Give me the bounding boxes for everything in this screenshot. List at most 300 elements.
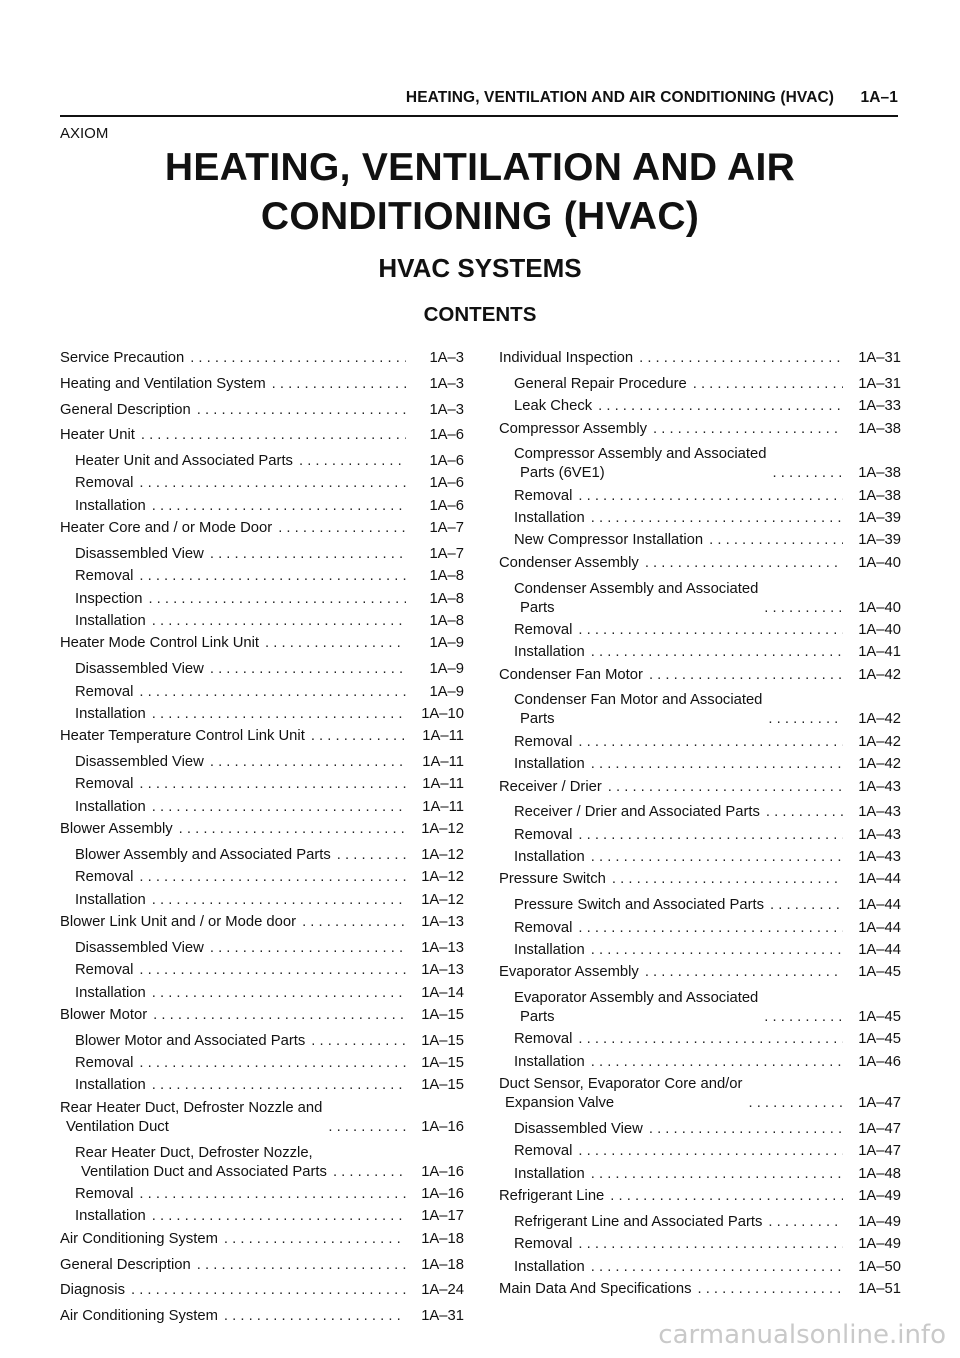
- toc-entry-page: 1A–38: [858, 420, 901, 437]
- toc-entry-page: 1A–3: [429, 401, 464, 418]
- toc-entry-page: 1A–9: [429, 661, 464, 678]
- toc-entry-label-text: Installation: [514, 644, 585, 661]
- toc-entry[interactable]: [75, 798, 464, 817]
- toc-entry-label-text: Removal: [514, 826, 573, 843]
- toc-entry-label-text: Installation: [514, 941, 585, 958]
- toc-entry-page: 1A–17: [421, 1208, 464, 1225]
- toc-entry-label: [514, 896, 764, 915]
- toc-entry-page: 1A–11: [422, 728, 464, 745]
- toc-entry[interactable]: [514, 1053, 901, 1072]
- toc-entry-label: [75, 775, 133, 794]
- toc-dot-leader: [152, 984, 406, 1003]
- toc-entry[interactable]: [514, 1235, 901, 1254]
- toc-entry-label-text: Heating and Ventilation System: [60, 375, 266, 392]
- toc-entry-page: 1A–3: [429, 375, 464, 392]
- toc-entry-label-text: Removal: [514, 1236, 573, 1253]
- toc-dot-leader: [278, 519, 406, 538]
- toc-dot-leader: [591, 643, 843, 662]
- toc-entry[interactable]: [60, 349, 464, 368]
- toc-dot-leader: [139, 474, 406, 493]
- toc-dot-leader: [591, 509, 843, 528]
- toc-dot-leader: [139, 961, 406, 980]
- toc-entry-label-text: Installation: [514, 848, 585, 865]
- toc-entry-label-text: Installation: [514, 509, 585, 526]
- toc-entry-label-text: Inspection: [75, 590, 143, 607]
- toc-dot-leader: [148, 590, 406, 609]
- toc-entry[interactable]: [499, 870, 901, 889]
- toc-entry-label-continuation: Expansion Valve: [505, 1095, 615, 1112]
- toc-dot-leader: [311, 1032, 406, 1051]
- toc-entry-page: 1A–6: [429, 427, 464, 444]
- toc-entry-page: 1A–47: [858, 1121, 901, 1138]
- toc-entry-label-text: Removal: [75, 962, 134, 979]
- toc-entry[interactable]: [60, 913, 464, 932]
- toc-dot-leader: [224, 1307, 406, 1326]
- toc-entry-page: 1A–31: [858, 375, 901, 392]
- toc-entry[interactable]: [514, 580, 901, 618]
- toc-entry-label-text: Individual Inspection: [499, 350, 634, 366]
- toc-entry[interactable]: [60, 426, 464, 445]
- toc-entry[interactable]: [75, 612, 464, 631]
- toc-dot-leader: [152, 798, 406, 817]
- toc-dot-leader: [302, 913, 406, 932]
- toc-dot-leader: [578, 733, 843, 752]
- toc-dot-leader: [578, 487, 843, 506]
- toc-dot-leader: [578, 1142, 843, 1161]
- toc-entry-page: 1A–47: [858, 1143, 901, 1160]
- toc-entry-page: 1A–48: [858, 1165, 901, 1182]
- toc-entry-page: 1A–7: [429, 546, 464, 563]
- toc-entry-label-text: Installation: [514, 1165, 585, 1182]
- toc-dot-leader: [337, 846, 406, 865]
- toc-entry-label: [514, 1053, 585, 1072]
- toc-entry-label-text: Blower Motor and Associated Parts: [75, 1032, 306, 1049]
- toc-dot-leader: [768, 710, 843, 729]
- toc-entry-page: 1A–43: [858, 778, 901, 795]
- toc-entry-label-text: Condenser Fan Motor: [499, 666, 643, 683]
- toc-entry[interactable]: [60, 727, 464, 746]
- toc-entry-page: 1A–38: [858, 487, 901, 504]
- toc-entry-label-text: Disassembled View: [75, 661, 204, 678]
- toc-dot-leader: [591, 848, 843, 867]
- toc-entry-label: [514, 487, 572, 506]
- toc-entry-page: 1A–9: [429, 683, 464, 700]
- toc-dot-leader: [141, 426, 406, 445]
- toc-entry-page: 1A–12: [421, 891, 464, 908]
- toc-entry[interactable]: [514, 375, 901, 394]
- toc-dot-leader: [179, 820, 406, 839]
- toc-entry-label: [499, 666, 643, 685]
- running-title: HEATING, VENTILATION AND AIR CONDITIONING (HVAC): [405, 89, 835, 106]
- main-title: [0, 143, 960, 241]
- toc-entry-page: 1A–44: [858, 919, 901, 936]
- toc-entry[interactable]: [499, 420, 901, 439]
- toc-entry-label-text: Air Conditioning System: [60, 1308, 218, 1325]
- toc-entry[interactable]: [75, 705, 464, 724]
- toc-entry-label: [514, 989, 758, 1027]
- toc-dot-leader: [139, 683, 406, 702]
- toc-entry[interactable]: [75, 961, 464, 980]
- toc-entry-page: 1A–14: [421, 984, 464, 1001]
- toc-entry-label: [75, 567, 133, 586]
- toc-entry-label: [514, 941, 585, 960]
- toc-entry[interactable]: [75, 1054, 464, 1073]
- toc-entry[interactable]: [75, 1207, 464, 1226]
- toc-entry-label: [499, 420, 647, 439]
- toc-entry-page: 1A–12: [421, 821, 464, 838]
- toc-entry[interactable]: [75, 1185, 464, 1204]
- toc-entry[interactable]: [514, 531, 901, 550]
- toc-entry-label-text: Removal: [75, 475, 134, 492]
- toc-entry[interactable]: [499, 1075, 901, 1113]
- toc-entry-page: 1A–11: [422, 754, 464, 771]
- toc-entry[interactable]: [75, 1032, 464, 1051]
- toc-entry-page: 1A–16: [421, 1163, 464, 1180]
- toc-entry-label: [75, 798, 146, 817]
- toc-entry[interactable]: [60, 634, 464, 653]
- toc-dot-leader: [591, 1053, 843, 1072]
- toc-entry[interactable]: [514, 487, 901, 506]
- toc-dot-leader: [190, 349, 406, 368]
- toc-entry-label: [75, 545, 204, 564]
- toc-entry-label-text: Blower Motor: [60, 1007, 148, 1024]
- toc-left-column: [60, 349, 464, 1333]
- toc-entry[interactable]: [75, 753, 464, 772]
- toc-dot-leader: [639, 349, 843, 368]
- toc-entry[interactable]: [75, 660, 464, 679]
- toc-entry-label-text: Disassembled View: [514, 1121, 643, 1138]
- toc-entry-label: [499, 870, 606, 889]
- toc-entry-label-text: Removal: [75, 776, 134, 793]
- toc-entry[interactable]: [60, 375, 464, 394]
- toc-entry-label: [514, 1165, 585, 1184]
- toc-entry-label: [514, 1142, 572, 1161]
- toc-entry-label: [75, 891, 146, 910]
- toc-entry[interactable]: [514, 1030, 901, 1049]
- toc-dot-leader: [578, 919, 843, 938]
- toc-entry-label: [75, 1207, 146, 1226]
- toc-entry[interactable]: [75, 474, 464, 493]
- toc-entry[interactable]: [514, 755, 901, 774]
- toc-dot-leader: [773, 464, 844, 483]
- toc-entry-label-text: Installation: [75, 798, 146, 815]
- toc-dot-leader: [152, 612, 406, 631]
- toc-entry-label: [75, 868, 133, 887]
- toc-entry-page: 1A–51: [858, 1281, 901, 1298]
- toc-entry-label-text: Installation: [75, 497, 146, 514]
- toc-dot-leader: [210, 545, 406, 564]
- toc-entry-label-text: Removal: [514, 1031, 573, 1048]
- toc-entry[interactable]: [75, 452, 464, 471]
- toc-entry-page: 1A–42: [858, 756, 901, 773]
- toc-entry-page: 1A–18: [421, 1230, 464, 1247]
- toc-entry-page: 1A–16: [421, 1186, 464, 1203]
- toc-dot-leader: [578, 1030, 843, 1049]
- toc-entry-label: [75, 497, 146, 516]
- toc-entry-page: 1A–40: [858, 621, 901, 638]
- toc-entry-label-continuation: Ventilation Duct and Associated Parts: [81, 1163, 327, 1180]
- toc-entry-label: [75, 660, 204, 679]
- toc-entry-label-text: Disassembled View: [75, 546, 204, 563]
- toc-dot-leader: [152, 497, 406, 516]
- toc-entry-page: 1A–12: [421, 847, 464, 864]
- toc-entry-label-text: Condenser Assembly: [499, 554, 639, 571]
- toc-entry[interactable]: [499, 963, 901, 982]
- toc-entry-label-text: Heater Mode Control Link Unit: [60, 635, 260, 652]
- toc-dot-leader: [578, 1235, 843, 1254]
- toc-entry[interactable]: [60, 401, 464, 420]
- toc-entry[interactable]: [75, 545, 464, 564]
- toc-dot-leader: [709, 531, 843, 550]
- toc-entry-label: [514, 531, 703, 550]
- toc-dot-leader: [764, 599, 843, 618]
- toc-entry-label: [514, 1120, 643, 1139]
- toc-entry[interactable]: [514, 1258, 901, 1277]
- toc-entry[interactable]: [60, 1256, 464, 1275]
- toc-entry-label: [60, 1006, 147, 1025]
- toc-dot-leader: [210, 939, 406, 958]
- toc-entry-label: [514, 848, 585, 867]
- toc-entry-label: [75, 1185, 133, 1204]
- toc-entry-page: 1A–49: [858, 1236, 901, 1253]
- toc-dot-leader: [578, 621, 843, 640]
- toc-entry-label: [60, 1307, 218, 1326]
- toc-entry[interactable]: [514, 848, 901, 867]
- toc-entry-label-text: General Description: [60, 401, 191, 418]
- toc-entry[interactable]: [499, 349, 901, 368]
- toc-dot-leader: [608, 778, 843, 797]
- toc-entry-label-text: New Compressor Installation: [514, 532, 704, 549]
- toc-dot-leader: [766, 803, 843, 822]
- toc-entry[interactable]: [514, 397, 901, 416]
- toc-entry-label-text: Pressure Switch and Associated Parts: [514, 897, 765, 914]
- toc-dot-leader: [591, 1258, 843, 1277]
- toc-entry[interactable]: [60, 1230, 464, 1249]
- toc-entry-label-text: Blower Link Unit and / or Mode door: [60, 914, 297, 931]
- toc-entry-page: 1A–13: [421, 914, 464, 931]
- toc-entry[interactable]: [75, 590, 464, 609]
- toc-entry-label: [75, 846, 331, 865]
- toc-entry-label-text: Installation: [75, 1077, 146, 1094]
- toc-entry-page: 1A–49: [858, 1213, 901, 1230]
- toc-entry-label: [514, 826, 572, 845]
- toc-entry-label: [514, 919, 572, 938]
- toc-entry[interactable]: [514, 691, 901, 729]
- toc-entry[interactable]: [60, 1281, 464, 1300]
- toc-entry-label: [514, 755, 585, 774]
- toc-entry-label-text: Evaporator Assembly and Associated: [514, 990, 759, 1007]
- toc-entry[interactable]: [514, 1120, 901, 1139]
- toc-entry[interactable]: [75, 984, 464, 1003]
- toc-dot-leader: [152, 1207, 406, 1226]
- toc-entry-label: [499, 1280, 691, 1299]
- toc-entry-label: [499, 349, 633, 368]
- toc-entry-label-text: Installation: [75, 705, 146, 722]
- toc-entry[interactable]: [75, 846, 464, 865]
- toc-entry-label-text: Heater Unit: [60, 427, 135, 444]
- toc-entry[interactable]: [75, 683, 464, 702]
- toc-dot-leader: [591, 1165, 843, 1184]
- toc-entry[interactable]: [75, 497, 464, 516]
- toc-dot-leader: [197, 401, 406, 420]
- toc-entry[interactable]: [60, 1006, 464, 1025]
- toc-entry-label-text: Removal: [514, 621, 573, 638]
- toc-entry-page: 1A–40: [858, 599, 901, 616]
- toc-entry-label-text: Removal: [75, 1186, 134, 1203]
- toc-right-column: [499, 349, 901, 1306]
- toc-dot-leader: [598, 397, 843, 416]
- toc-entry-label-text: Removal: [514, 919, 573, 936]
- toc-entry-label: [60, 1256, 191, 1275]
- toc-entry-label-text: Evaporator Assembly: [499, 964, 639, 981]
- toc-entry[interactable]: [514, 896, 901, 915]
- toc-entry-label: [60, 727, 305, 746]
- toc-dot-leader: [197, 1256, 406, 1275]
- toc-entry-page: 1A–11: [422, 776, 464, 793]
- toc-entry[interactable]: [60, 1307, 464, 1326]
- toc-entry-page: 1A–38: [858, 465, 901, 482]
- toc-entry-label-text: Blower Assembly: [60, 821, 173, 838]
- toc-entry-page: 1A–3: [429, 350, 464, 366]
- toc-dot-leader: [653, 420, 843, 439]
- toc-entry-page: 1A–6: [429, 475, 464, 492]
- toc-entry-page: 1A–31: [421, 1308, 464, 1325]
- toc-entry-label-text: Installation: [75, 1208, 146, 1225]
- toc-entry-label-text: Condenser Assembly and Associated: [514, 580, 759, 597]
- toc-entry-label: [499, 554, 639, 573]
- toc-entry-label-text: Rear Heater Duct, Defroster Nozzle and: [60, 1099, 323, 1116]
- toc-dot-leader: [697, 1280, 843, 1299]
- toc-entry[interactable]: [75, 891, 464, 910]
- toc-entry[interactable]: [75, 775, 464, 794]
- toc-entry-label: [499, 1187, 604, 1206]
- toc-entry-label: [514, 580, 758, 618]
- toc-entry-label-text: Removal: [75, 683, 134, 700]
- toc-entry-label: [60, 634, 259, 653]
- toc-entry-page: 1A–45: [858, 1031, 901, 1048]
- toc-entry[interactable]: [75, 567, 464, 586]
- toc-entry-label: [75, 612, 146, 631]
- toc-entry-page: 1A–33: [858, 398, 901, 415]
- toc-entry[interactable]: [514, 803, 901, 822]
- toc-entry[interactable]: [514, 919, 901, 938]
- toc-entry[interactable]: [499, 778, 901, 797]
- toc-entry[interactable]: [499, 1187, 901, 1206]
- toc-entry-page: 1A–6: [429, 497, 464, 514]
- toc-dot-leader: [610, 1187, 843, 1206]
- toc-entry[interactable]: [60, 820, 464, 839]
- toc-dot-leader: [152, 891, 406, 910]
- toc-entry-label: [75, 1076, 146, 1095]
- toc-entry-label-continuation: Parts (6VE1): [520, 465, 605, 482]
- toc-dot-leader: [210, 753, 406, 772]
- model-name: AXIOM: [60, 125, 109, 142]
- toc-entry-label: [75, 474, 133, 493]
- toc-entry-page: 1A–43: [858, 804, 901, 821]
- toc-entry-label-continuation: Ventilation Duct: [66, 1118, 169, 1135]
- toc-entry-label: [60, 1099, 322, 1137]
- toc-entry-label: [60, 913, 296, 932]
- toc-dot-leader: [645, 554, 843, 573]
- toc-entry[interactable]: [499, 666, 901, 685]
- toc-dot-leader: [578, 826, 843, 845]
- toc-entry-label-text: Installation: [514, 1258, 585, 1275]
- toc-entry-label-text: Duct Sensor, Evaporator Core and/or: [499, 1076, 743, 1093]
- toc-entry-page: 1A–42: [858, 711, 901, 728]
- toc-entry[interactable]: [514, 509, 901, 528]
- toc-entry-page: 1A–47: [858, 1095, 901, 1112]
- toc-entry-page: 1A–15: [421, 1077, 464, 1094]
- toc-dot-leader: [152, 705, 406, 724]
- toc-entry[interactable]: [75, 939, 464, 958]
- toc-entry-label-text: Refrigerant Line and Associated Parts: [514, 1213, 763, 1230]
- toc-entry-page: 1A–15: [421, 1007, 464, 1024]
- toc-entry-label: [75, 984, 146, 1003]
- toc-entry-page: 1A–43: [858, 826, 901, 843]
- toc-entry-label: [514, 643, 585, 662]
- toc-entry[interactable]: [514, 989, 901, 1027]
- toc-entry[interactable]: [514, 643, 901, 662]
- toc-entry[interactable]: [514, 733, 901, 752]
- toc-entry-label-text: Removal: [75, 869, 134, 886]
- toc-entry-page: 1A–6: [429, 453, 464, 470]
- toc-entry-label: [514, 1213, 762, 1232]
- toc-entry[interactable]: [514, 1213, 901, 1232]
- toc-entry-label-text: Compressor Assembly: [499, 420, 648, 437]
- toc-dot-leader: [612, 870, 843, 889]
- toc-entry-page: 1A–45: [858, 964, 901, 981]
- toc-entry-page: 1A–39: [858, 509, 901, 526]
- toc-entry-label-continuation: Parts: [520, 1009, 555, 1026]
- toc-entry-page: 1A–15: [421, 1032, 464, 1049]
- toc-dot-leader: [272, 375, 406, 394]
- toc-entry-page: 1A–44: [858, 871, 901, 888]
- toc-entry[interactable]: [514, 1142, 901, 1161]
- toc-entry[interactable]: [75, 1144, 464, 1182]
- toc-entry-label: [514, 1235, 572, 1254]
- toc-entry-label-text: Receiver / Drier: [499, 778, 602, 795]
- toc-dot-leader: [139, 1054, 406, 1073]
- toc-entry[interactable]: [514, 941, 901, 960]
- toc-entry[interactable]: [514, 445, 901, 483]
- toc-entry-page: 1A–13: [421, 939, 464, 956]
- toc-entry-label-text: Refrigerant Line: [499, 1188, 605, 1205]
- toc-entry[interactable]: [499, 1280, 901, 1299]
- toc-entry[interactable]: [514, 826, 901, 845]
- toc-entry-label-text: Air Conditioning System: [60, 1230, 218, 1247]
- toc-entry-label-text: Receiver / Drier and Associated Parts: [514, 804, 760, 821]
- toc-entry[interactable]: [60, 1099, 464, 1137]
- toc-entry-label: [75, 452, 293, 471]
- toc-entry[interactable]: [499, 554, 901, 573]
- toc-entry[interactable]: [514, 621, 901, 640]
- toc-entry-page: 1A–18: [421, 1256, 464, 1273]
- toc-entry-page: 1A–9: [429, 635, 464, 652]
- toc-entry[interactable]: [514, 1165, 901, 1184]
- toc-entry-label-text: Installation: [514, 1053, 585, 1070]
- toc-entry[interactable]: [75, 1076, 464, 1095]
- toc-entry[interactable]: [60, 519, 464, 538]
- toc-entry-page: 1A–11: [422, 798, 464, 815]
- header-rule: [60, 115, 898, 117]
- toc-entry-label-continuation: Parts: [520, 599, 555, 616]
- toc-entry-label: [75, 705, 146, 724]
- toc-entry[interactable]: [75, 868, 464, 887]
- toc-entry-label: [514, 733, 572, 752]
- toc-dot-leader: [764, 1008, 843, 1027]
- toc-entry-label: [514, 445, 767, 483]
- toc-dot-leader: [591, 941, 843, 960]
